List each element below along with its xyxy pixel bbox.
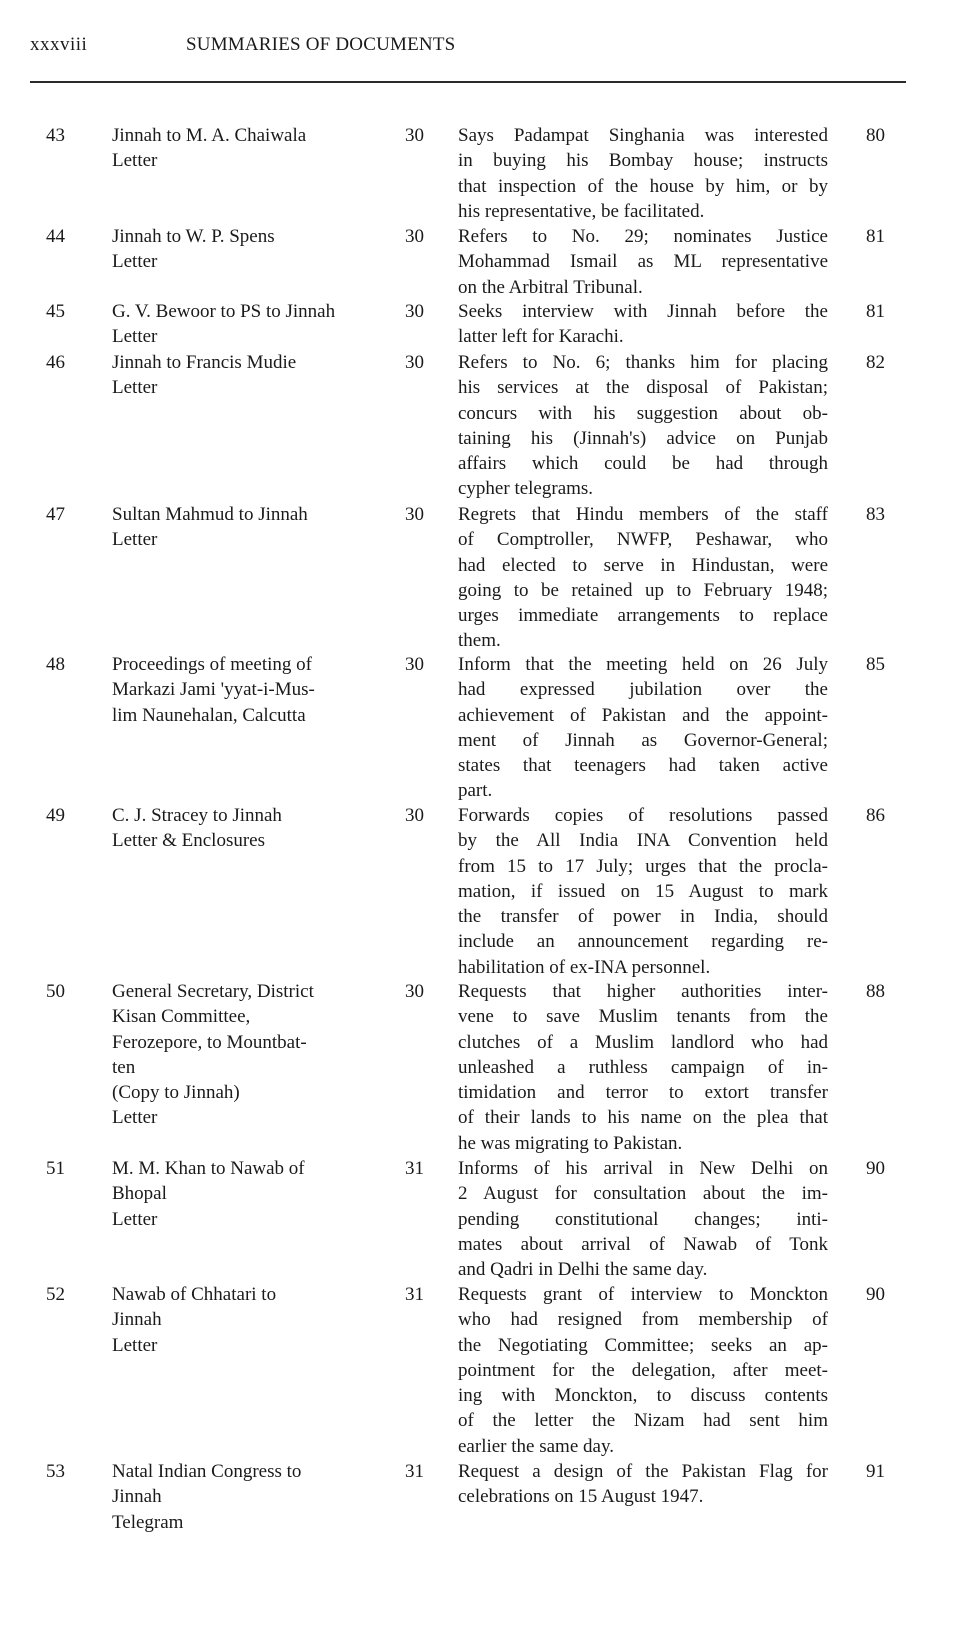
- entry-title-line: Ferozepore, to Mountbat-: [112, 1031, 307, 1053]
- entry-summary-line: his services at the disposal of Pakistan;: [458, 377, 828, 399]
- entry-summary-line: Seeks interview with Jinnah before the: [458, 301, 828, 322]
- header-rule: [30, 81, 906, 83]
- entry-title: [112, 1156, 364, 1232]
- entry-title-line: Letter: [112, 326, 158, 348]
- entry-summary-line: latter left for Karachi.: [458, 326, 624, 348]
- entry-summary-line: Refers to No. 29; nominates Justice: [458, 226, 828, 247]
- entry-page-number: 83: [866, 504, 885, 525]
- entry-title-line: Jinnah: [112, 1486, 162, 1508]
- entry-page-number: 90: [866, 1284, 885, 1305]
- entry-summary-line: concurs with his suggestion about ob-: [458, 402, 828, 424]
- entry-title-line: Sultan Mahmud to Jinnah: [112, 504, 308, 525]
- entry-summary: [458, 1459, 828, 1510]
- entry-title-line: Proceedings of meeting of: [112, 654, 312, 675]
- entry-title-line: Markazi Jami 'yyat-i-Mus-: [112, 679, 315, 701]
- entry-summary: [458, 224, 828, 300]
- entry-title-line: Letter: [112, 377, 158, 399]
- entry-date: 30: [405, 226, 424, 247]
- page-number-roman: xxxviii: [30, 34, 88, 55]
- entry-page-number: 81: [866, 301, 885, 322]
- entry-title-line: Jinnah to W. P. Spens: [112, 226, 275, 247]
- entry-number: 49: [46, 805, 65, 826]
- entry-page-number: 88: [866, 981, 885, 1002]
- entry-summary-line: include an announcement regarding re-: [458, 931, 828, 953]
- entry-title-line: (Copy to Jinnah): [112, 1082, 240, 1104]
- entry-title-line: Letter: [112, 1208, 158, 1230]
- entry-title-line: General Secretary, District: [112, 981, 314, 1002]
- entry-summary-line: ment of Jinnah as Governor-General;: [458, 729, 828, 751]
- entry-summary: [458, 123, 828, 224]
- entry-title-line: Jinnah to Francis Mudie: [112, 352, 297, 373]
- entry-title-line: Telegram: [112, 1511, 184, 1533]
- entry-summary-line: Mohammad Ismail as ML representative: [458, 251, 828, 273]
- entry-summary: [458, 1156, 828, 1282]
- entry-number: 51: [46, 1158, 65, 1179]
- entry-date: 30: [405, 805, 424, 826]
- entry-summary-line: the Negotiating Committee; seeks an ap-: [458, 1334, 828, 1356]
- entry-page-number: 90: [866, 1158, 885, 1179]
- entry-summary-line: that inspection of the house by him, or by: [458, 175, 828, 197]
- entry-summary: [458, 299, 828, 350]
- entry-summary-line: 2 August for consultation about the im-: [458, 1183, 828, 1205]
- entry-number: 43: [46, 125, 65, 146]
- entry-summary-line: states that teenagers had taken active: [458, 755, 828, 777]
- entry-summary-line: from 15 to 17 July; urges that the procla-: [458, 855, 828, 877]
- entry-title-line: Letter: [112, 529, 158, 551]
- entry-title-line: Letter & Enclosures: [112, 830, 266, 852]
- entry-summary-line: mates about arrival of Nawab of Tonk: [458, 1233, 828, 1255]
- entry-summary-line: of the letter the Nizam had sent him: [458, 1410, 828, 1432]
- entry-date: 30: [405, 301, 424, 322]
- entry-summary: [458, 803, 828, 980]
- entry-summary-line: taining his (Jinnah's) advice on Punjab: [458, 427, 828, 449]
- entry-summary-line: had elected to serve in Hindustan, were: [458, 554, 828, 576]
- entry-summary: [458, 502, 828, 654]
- entry-summary: [458, 350, 828, 502]
- entry-summary-line: in buying his Bombay house; instructs: [458, 150, 828, 172]
- entry-number: 48: [46, 654, 65, 675]
- entry-summary-line: cypher telegrams.: [458, 478, 594, 500]
- entry-summary-line: of their lands to his name on the plea that: [458, 1107, 828, 1129]
- entry-page-number: 86: [866, 805, 885, 826]
- entry-summary-line: pointment for the delegation, after meet-: [458, 1359, 828, 1381]
- entry-summary: [458, 652, 828, 804]
- entry-title: [112, 224, 364, 275]
- running-title: SUMMARIES OF DOCUMENTS: [186, 34, 456, 55]
- entry-title-line: Letter: [112, 1334, 158, 1356]
- entry-summary-line: affairs which could be had through: [458, 453, 828, 475]
- entry-number: 46: [46, 352, 65, 373]
- entry-summary-line: habilitation of ex-INA personnel.: [458, 956, 711, 978]
- entry-summary-line: them.: [458, 630, 501, 652]
- entry-title: [112, 123, 364, 174]
- entry-page-number: 91: [866, 1461, 885, 1482]
- entry-summary-line: earlier the same day.: [458, 1435, 614, 1457]
- entry-summary-line: on the Arbitral Tribunal.: [458, 276, 643, 298]
- entry-title-line: Jinnah to M. A. Chaiwala: [112, 125, 307, 146]
- entry-title-line: Letter: [112, 1107, 158, 1129]
- entry-summary-line: clutches of a Muslim landlord who had: [458, 1031, 828, 1053]
- entry-summary-line: he was migrating to Pakistan.: [458, 1132, 683, 1154]
- entry-summary-line: achievement of Pakistan and the appoint-: [458, 704, 828, 726]
- entry-title-line: C. J. Stracey to Jinnah: [112, 805, 282, 826]
- entry-summary: [458, 979, 828, 1156]
- entry-summary-line: pending constitutional changes; inti-: [458, 1208, 828, 1230]
- entry-summary-line: part.: [458, 780, 493, 802]
- entry-date: 30: [405, 504, 424, 525]
- entry-summary-line: Requests grant of interview to Monckton: [458, 1284, 828, 1305]
- entry-date: 30: [405, 352, 424, 373]
- entry-summary-line: Regrets that Hindu members of the staff: [458, 504, 828, 525]
- entry-summary-line: Request a design of the Pakistan Flag for: [458, 1461, 828, 1482]
- entry-title-line: Kisan Committee,: [112, 1006, 251, 1028]
- entry-summary-line: timidation and terror to extort transfer: [458, 1082, 828, 1104]
- entry-title: [112, 803, 364, 854]
- page-header: [0, 0, 968, 90]
- entry-title-line: M. M. Khan to Nawab of: [112, 1158, 305, 1179]
- entry-number: 53: [46, 1461, 65, 1482]
- entry-title-line: Natal Indian Congress to: [112, 1461, 302, 1482]
- entry-summary-line: mation, if issued on 15 August to mark: [458, 880, 828, 902]
- entry-title: [112, 502, 364, 553]
- entry-summary-line: the transfer of power in India, should: [458, 906, 828, 928]
- entry-date: 31: [405, 1461, 424, 1482]
- entry-summary-line: Requests that higher authorities inter-: [458, 981, 828, 1002]
- entry-title: [112, 1459, 364, 1535]
- entry-summary-line: had expressed jubilation over the: [458, 679, 828, 701]
- entry-date: 30: [405, 125, 424, 146]
- entry-summary-line: urges immediate arrangements to replace: [458, 605, 828, 627]
- entry-date: 31: [405, 1158, 424, 1179]
- entry-title-line: Jinnah: [112, 1309, 162, 1331]
- entry-title-line: G. V. Bewoor to PS to Jinnah: [112, 301, 336, 322]
- entry-title-line: lim Naunehalan, Calcutta: [112, 704, 306, 726]
- entry-summary: [458, 1282, 828, 1459]
- entry-number: 44: [46, 226, 65, 247]
- entry-title: [112, 350, 364, 401]
- entry-title: [112, 1282, 364, 1358]
- entry-summary-line: ing with Monckton, to discuss contents: [458, 1385, 828, 1407]
- entry-summary-line: unleashed a ruthless campaign of in-: [458, 1056, 828, 1078]
- entry-summary-line: celebrations on 15 August 1947.: [458, 1486, 704, 1508]
- entry-number: 45: [46, 301, 65, 322]
- entry-title-line: Letter: [112, 251, 158, 273]
- entry-page-number: 81: [866, 226, 885, 247]
- entry-page-number: 82: [866, 352, 885, 373]
- entry-number: 47: [46, 504, 65, 525]
- entry-number: 52: [46, 1284, 65, 1305]
- entry-page-number: 80: [866, 125, 885, 146]
- entry-page-number: 85: [866, 654, 885, 675]
- entry-summary-line: Informs of his arrival in New Delhi on: [458, 1158, 828, 1179]
- entry-number: 50: [46, 981, 65, 1002]
- entry-date: 30: [405, 981, 424, 1002]
- entry-title: [112, 979, 364, 1131]
- entry-summary-line: by the All India INA Convention held: [458, 830, 828, 852]
- entry-summary-line: Inform that the meeting held on 26 July: [458, 654, 828, 675]
- entry-summary-line: vene to save Muslim tenants from the: [458, 1006, 828, 1028]
- entry-summary-line: of Comptroller, NWFP, Peshawar, who: [458, 529, 828, 551]
- entry-title: [112, 652, 364, 728]
- entry-title-line: Bhopal: [112, 1183, 167, 1205]
- entry-summary-line: Refers to No. 6; thanks him for placing: [458, 352, 828, 373]
- entry-title-line: Letter: [112, 150, 158, 172]
- entry-summary-line: Says Padampat Singhania was interested: [458, 125, 828, 146]
- entry-summary-line: who had resigned from membership of: [458, 1309, 828, 1331]
- entry-date: 30: [405, 654, 424, 675]
- entry-summary-line: his representative, be facilitated.: [458, 200, 705, 222]
- entry-summary-line: Forwards copies of resolutions passed: [458, 805, 828, 826]
- entry-title-line: ten: [112, 1056, 136, 1078]
- entry-title-line: Nawab of Chhatari to: [112, 1284, 277, 1305]
- entry-summary-line: and Qadri in Delhi the same day.: [458, 1259, 708, 1281]
- entry-title: [112, 299, 364, 350]
- entry-summary-line: going to be retained up to February 1948;: [458, 579, 828, 601]
- entry-date: 31: [405, 1284, 424, 1305]
